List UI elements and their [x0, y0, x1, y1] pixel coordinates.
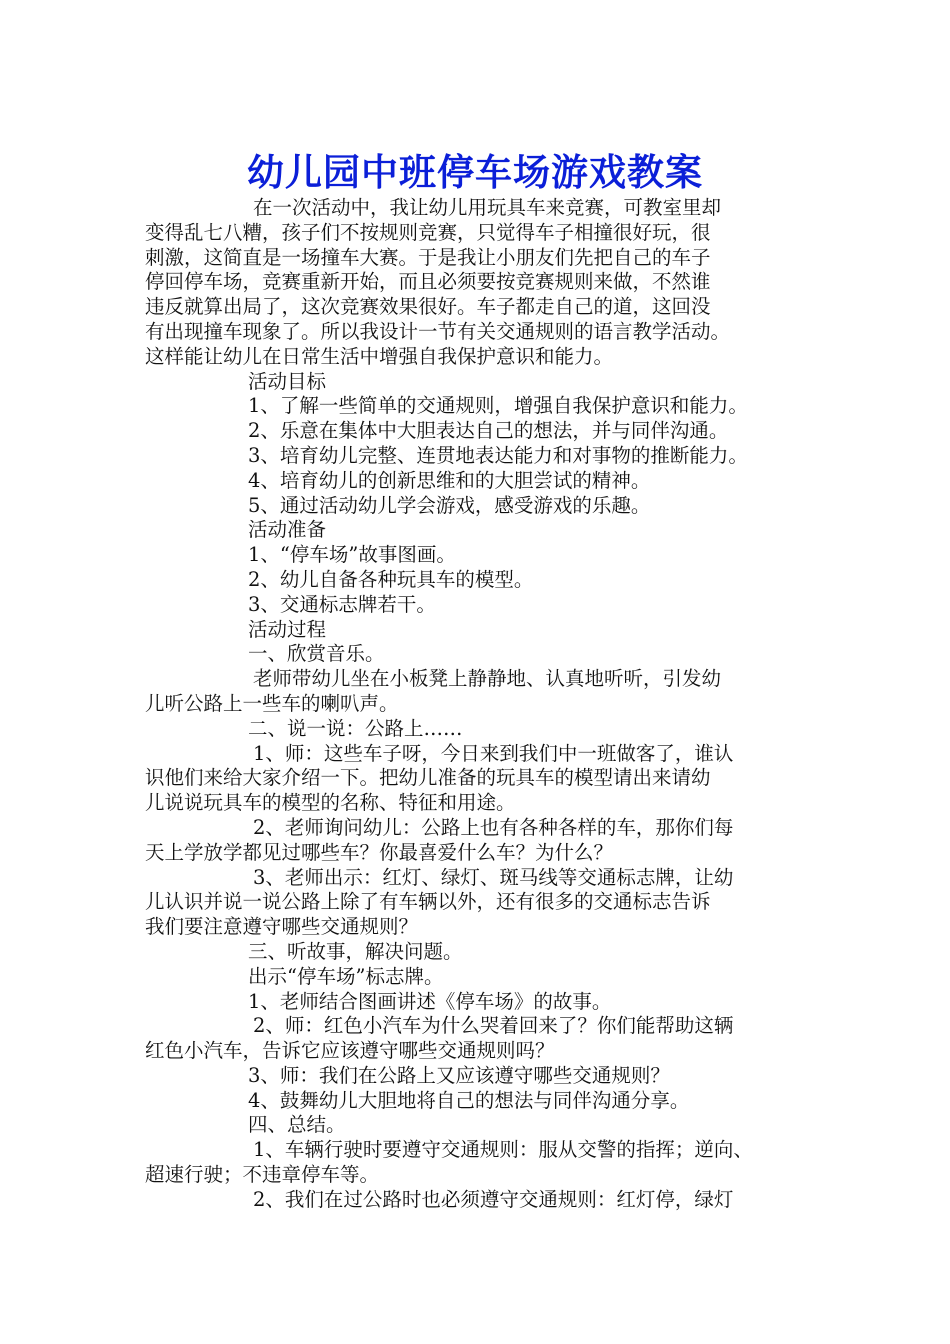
paragraph-line: 刺激，这简直是一场撞车大赛。于是我让小朋友们先把自己的车子: [145, 245, 711, 269]
list-item: 4、培育幼儿的创新思维和的大胆尝试的精神。: [248, 468, 651, 492]
step-heading: 二、说一说：公路上……: [248, 716, 463, 740]
paragraph-line: 在一次活动中，我让幼儿用玩具车来竞赛，可教室里却: [253, 196, 722, 219]
paragraph-line: 出示“停车场”标志牌。: [248, 964, 444, 988]
paragraph-line: 儿说说玩具车的模型的名称、特征和用途。: [145, 791, 516, 815]
paragraph-line: 天上学放学都见过哪些车？你最喜爱什么车？为什么？: [145, 840, 614, 864]
list-item: 1、老师结合图画讲述《停车场》的故事。: [248, 989, 612, 1013]
paragraph-line: 停回停车场，竞赛重新开始，而且必须要按竞赛规则来做，不然谁: [145, 270, 711, 294]
list-item: 5、通过活动幼儿学会游戏，感受游戏的乐趣。: [248, 493, 651, 517]
step-heading: 三、听故事，解决问题。: [248, 939, 463, 963]
section-heading: 活动准备: [248, 518, 327, 542]
paragraph-line: 超速行驶；不违章停车等。: [145, 1163, 380, 1187]
paragraph-line: 2、师：红色小汽车为什么哭着回来了？你们能帮助这辆: [253, 1014, 734, 1038]
step-heading: 一、欣赏音乐。: [248, 642, 385, 666]
paragraph-line: 违反就算出局了，这次竞赛效果很好。车子都走自己的道，这回没: [145, 295, 711, 319]
paragraph-line: 我们要注意遵守哪些交通规则？: [145, 915, 419, 939]
paragraph-line: 1、师：这些车子呀，今日来到我们中一班做客了，谁认: [253, 741, 734, 765]
document-body: [145, 196, 825, 1213]
section-heading: 活动目标: [248, 369, 327, 393]
list-item: 3、师：我们在公路上又应该遵守哪些交通规则？: [248, 1063, 670, 1087]
list-item: 4、鼓舞幼儿大胆地将自己的想法与同伴沟通分享。: [248, 1088, 690, 1112]
list-item: 1、了解一些简单的交通规则，增强自我保护意识和能力。: [248, 394, 748, 418]
paragraph-line: 2、老师询问幼儿：公路上也有各种各样的车，那你们每: [253, 815, 734, 839]
paragraph-line: 1、车辆行驶时要遵守交通规则：服从交警的指挥；逆向、: [253, 1138, 753, 1162]
step-heading: 四、总结。: [248, 1113, 346, 1137]
list-item: 2、乐意在集体中大胆表达自己的想法，并与同伴沟通。: [248, 419, 729, 443]
paragraph-line: 有出现撞车现象了。所以我设计一节有关交通规则的语言教学活动。: [145, 319, 731, 343]
paragraph-line: 红色小汽车，告诉它应该遵守哪些交通规则吗？: [145, 1039, 555, 1063]
list-item: 3、培育幼儿完整、连贯地表达能力和对事物的推断能力。: [248, 443, 748, 467]
paragraph-line: 儿认识并说一说公路上除了有车辆以外，还有很多的交通标志告诉: [145, 890, 711, 914]
list-item: 1、“停车场”故事图画。: [248, 543, 456, 567]
paragraph-line: 2、我们在过公路时也必须遵守交通规则：红灯停，绿灯: [253, 1187, 734, 1211]
paragraph-line: 识他们来给大家介绍一下。把幼儿准备的玩具车的模型请出来请幼: [145, 766, 711, 790]
document-title: 幼儿园中班停车场游戏教案: [247, 149, 703, 194]
list-item: 2、幼儿自备各种玩具车的模型。: [248, 567, 534, 591]
paragraph-line: 变得乱七八糟，孩子们不按规则竞赛，只觉得车子相撞很好玩，很: [145, 220, 711, 244]
paragraph-line: 3、老师出示：红灯、绿灯、斑马线等交通标志牌，让幼: [253, 865, 734, 889]
paragraph-line: 这样能让幼儿在日常生活中增强自我保护意识和能力。: [145, 344, 614, 368]
paragraph-line: 老师带幼儿坐在小板凳上静静地、认真地听听，引发幼: [253, 667, 722, 691]
section-heading: 活动过程: [248, 617, 327, 641]
paragraph-line: 儿听公路上一些车的喇叭声。: [145, 691, 399, 715]
list-item: 3、交通标志牌若干。: [248, 592, 436, 616]
